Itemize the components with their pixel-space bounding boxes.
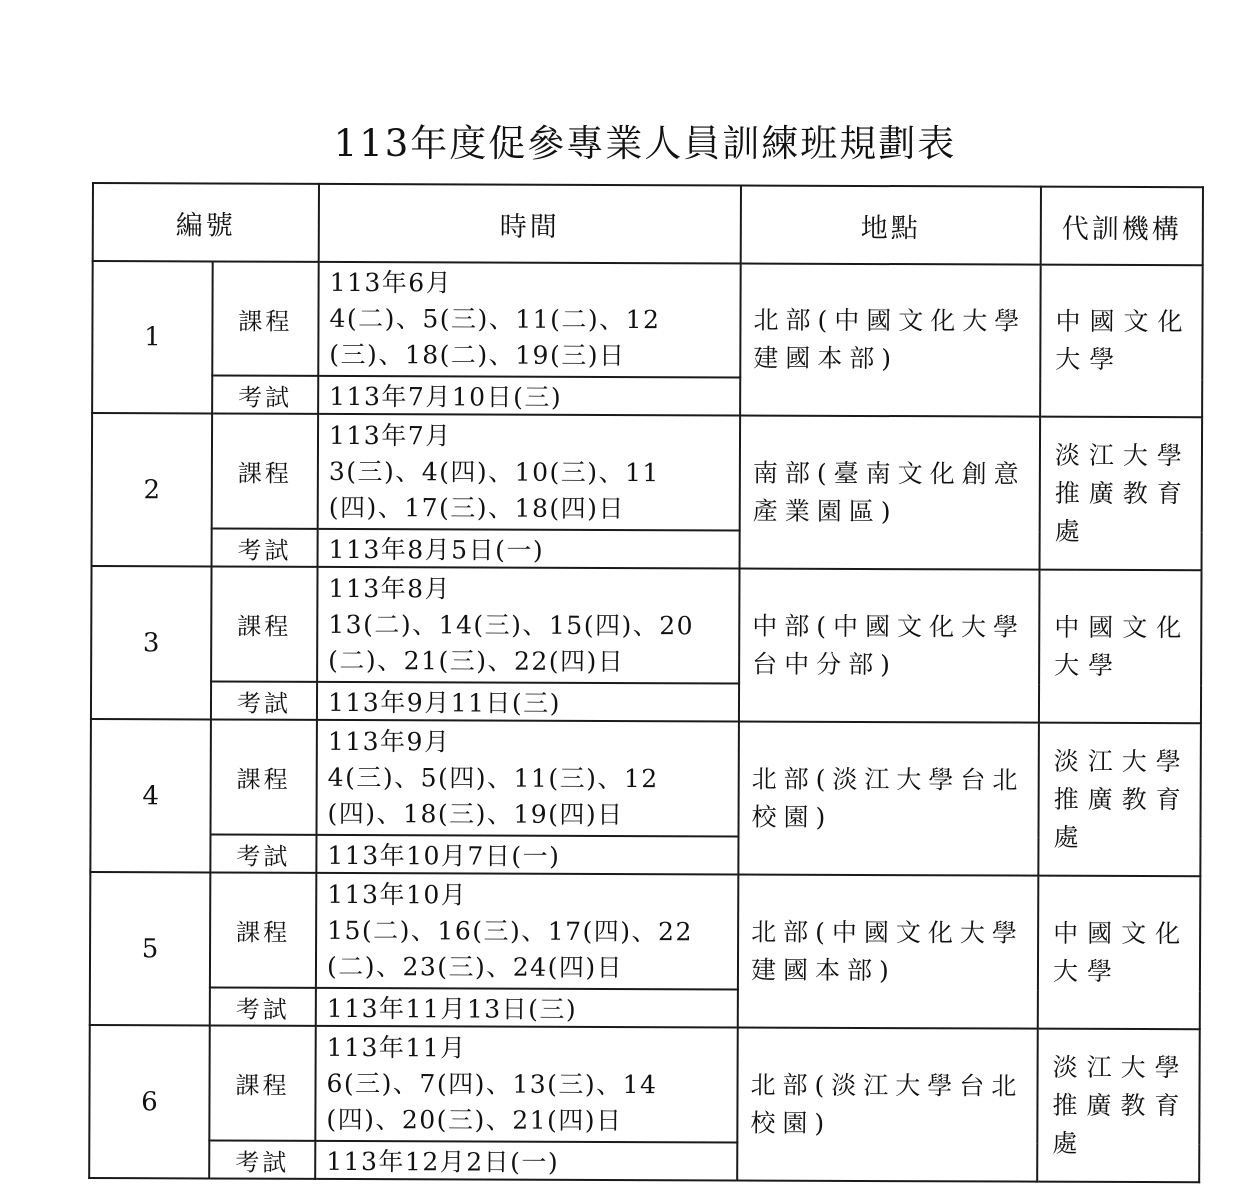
session-number: 4 <box>90 719 211 872</box>
course-dates-line2: (四)、17(三)、18(四)日 <box>328 492 625 523</box>
header-location: 地點 <box>741 185 1041 264</box>
course-dates <box>317 567 739 684</box>
course-month: 113年11月 <box>326 1032 467 1062</box>
course-label: 課程 <box>212 413 318 528</box>
course-dates-line2: (二)、23(三)、24(四)日 <box>326 951 624 982</box>
exam-date: 113年9月11日(三) <box>317 682 739 722</box>
course-month: 113年6月 <box>329 267 453 298</box>
session-number: 3 <box>91 566 212 719</box>
course-dates-line2: (四)、20(三)、21(四)日 <box>326 1104 623 1135</box>
page-title: 113年度促參專業人員訓練班規劃表 <box>333 122 957 165</box>
session-row <box>90 872 1200 991</box>
course-dates-line2: (三)、18(二)、19(三)日 <box>329 339 626 371</box>
session-location: 中部(中國文化大學台中分部) <box>739 568 1040 722</box>
session-number: 6 <box>89 1025 210 1178</box>
course-dates <box>316 873 738 990</box>
session-agency: 中國文化大學 <box>1040 265 1203 418</box>
session-row <box>90 719 1200 838</box>
session-location: 北部(中國文化大學建國本部) <box>738 874 1039 1028</box>
exam-date: 113年7月10日(三) <box>318 376 740 416</box>
course-dates <box>315 1026 737 1143</box>
session-agency: 淡江大學推廣教育處 <box>1038 723 1201 877</box>
session-row <box>92 261 1202 379</box>
session-number: 1 <box>92 261 213 413</box>
session-agency: 中國文化大學 <box>1039 570 1202 724</box>
session-number: 2 <box>92 413 213 566</box>
exam-label: 考試 <box>212 528 318 566</box>
course-dates-line1: 4(二)、5(三)、11(二)、12 <box>329 303 661 335</box>
course-label: 課程 <box>209 1025 315 1140</box>
session-location: 北部(中國文化大學建國本部) <box>740 263 1041 416</box>
session-row <box>92 413 1202 532</box>
course-month: 113年10月 <box>327 879 468 909</box>
course-month: 113年9月 <box>327 726 451 756</box>
course-label: 課程 <box>211 566 317 681</box>
session-location: 南部(臺南文化創意產業園區) <box>740 415 1041 569</box>
exam-date: 113年12月2日(一) <box>315 1141 737 1181</box>
course-month: 113年8月 <box>328 573 452 603</box>
header-row <box>93 183 1203 265</box>
exam-date: 113年11月13日(三) <box>316 988 738 1028</box>
course-dates <box>318 414 740 531</box>
course-label: 課程 <box>210 719 316 834</box>
course-label: 課程 <box>212 261 318 375</box>
exam-date: 113年8月5日(一) <box>318 529 740 569</box>
session-row <box>89 1025 1199 1144</box>
header-agency: 代訓機構 <box>1041 187 1203 266</box>
session-location: 北部(淡江大學台北校園) <box>737 1027 1038 1181</box>
course-dates-line2: (二)、21(三)、22(四)日 <box>328 645 625 676</box>
course-month: 113年7月 <box>328 420 452 450</box>
course-dates-line1: 6(三)、7(四)、13(三)、14 <box>326 1068 658 1099</box>
session-location: 北部(淡江大學台北校園) <box>738 721 1039 875</box>
exam-label: 考試 <box>209 1140 315 1178</box>
exam-label: 考試 <box>210 987 316 1025</box>
course-dates <box>318 262 740 378</box>
course-dates <box>316 720 738 837</box>
course-dates-line1: 4(三)、5(四)、11(三)、12 <box>327 762 659 793</box>
exam-label: 考試 <box>211 681 317 719</box>
exam-label: 考試 <box>210 834 316 872</box>
session-agency: 淡江大學推廣教育處 <box>1040 417 1203 571</box>
course-label: 課程 <box>210 872 316 987</box>
exam-date: 113年10月7日(一) <box>316 835 738 875</box>
session-row <box>91 566 1201 685</box>
session-number: 5 <box>90 872 211 1025</box>
course-dates-line2: (四)、18(三)、19(四)日 <box>327 798 624 829</box>
header-time: 時間 <box>319 184 741 264</box>
course-dates-line1: 15(二)、16(三)、17(四)、22 <box>327 915 693 946</box>
exam-label: 考試 <box>212 375 318 413</box>
training-plan-table <box>88 182 1204 1183</box>
header-number: 編號 <box>93 183 319 262</box>
course-dates-line1: 3(三)、4(四)、10(三)、11 <box>328 456 660 487</box>
course-dates-line1: 13(二)、14(三)、15(四)、20 <box>328 609 695 640</box>
session-agency: 淡江大學推廣教育處 <box>1037 1029 1200 1183</box>
session-agency: 中國文化大學 <box>1038 876 1201 1030</box>
